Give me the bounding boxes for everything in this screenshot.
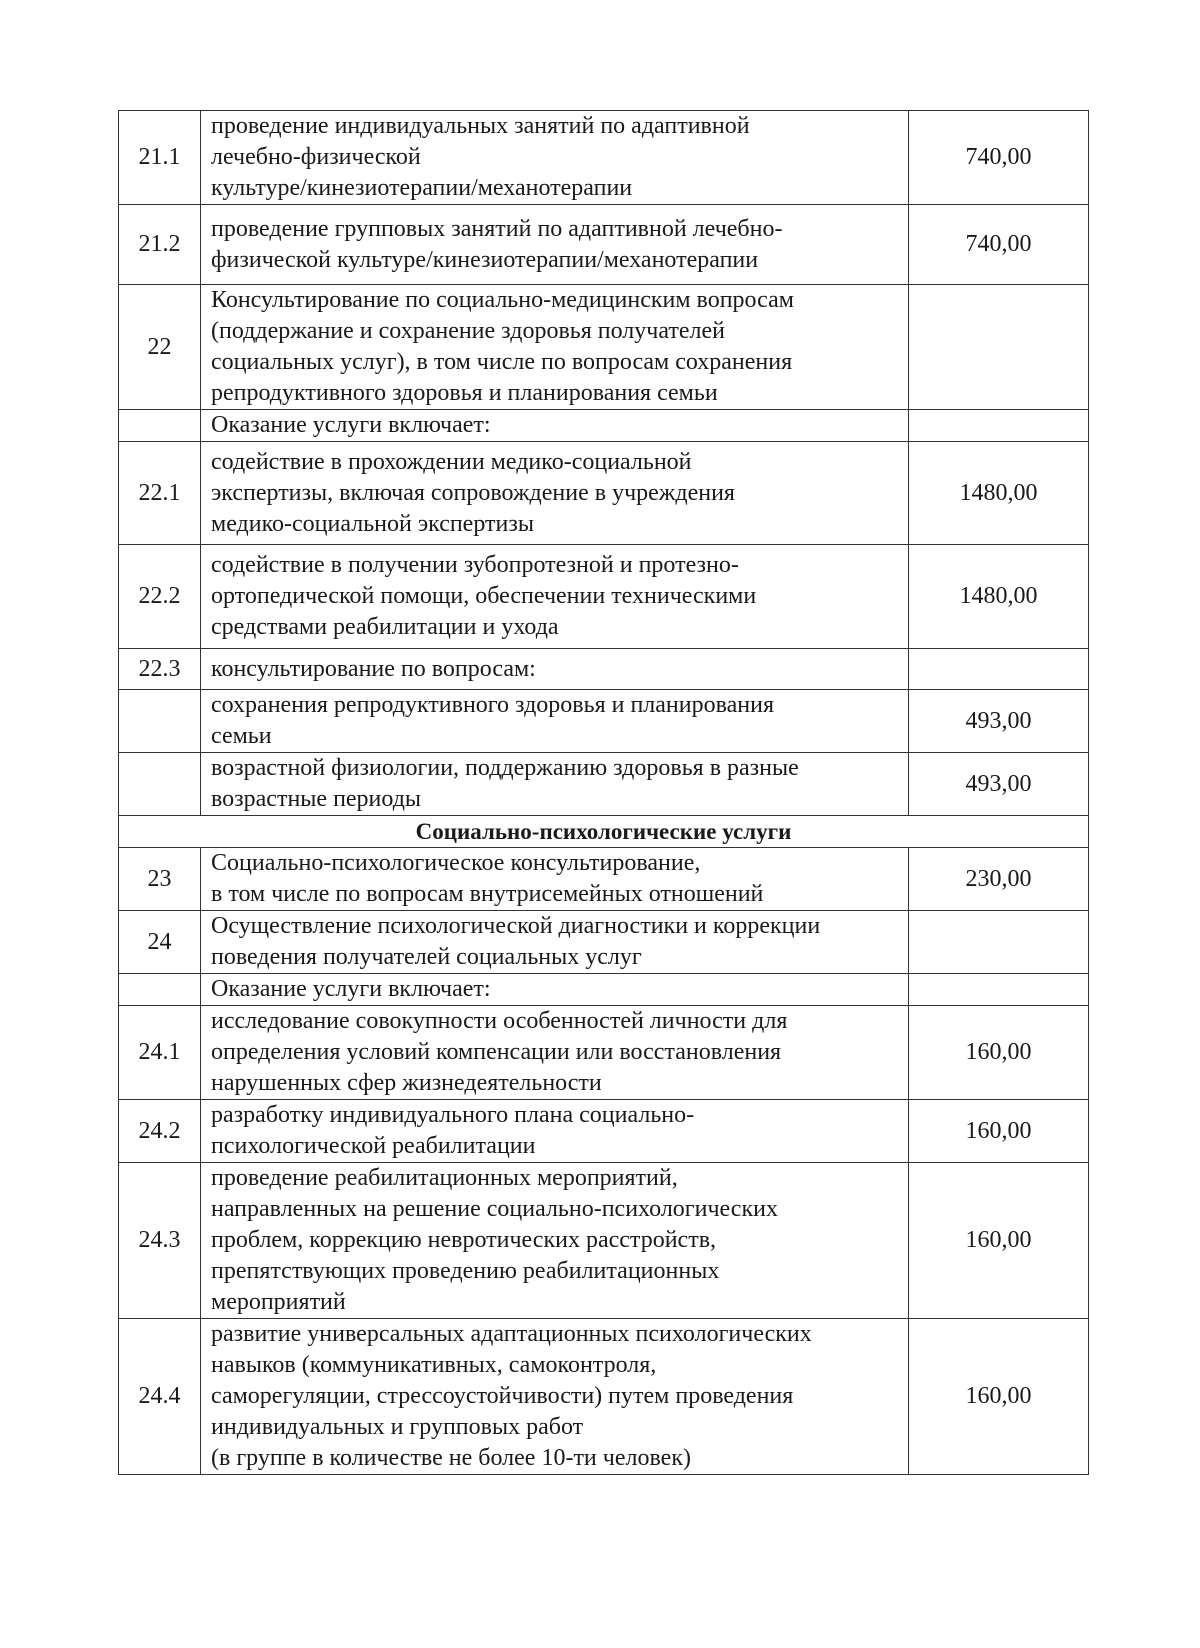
- row-number-text: 22.3: [138, 655, 181, 682]
- service-description-cell: [201, 545, 909, 649]
- service-description-text: Консультирование по социально-медицинским вопросам (поддержание и сохранение здоровья получателей социальных услуг), в том числе по вопросам сохранения репродуктивного здоровья и планирования семьи: [211, 287, 794, 406]
- price-cell: [909, 753, 1089, 816]
- row-number-cell: [119, 545, 201, 649]
- row-number-text: 21.1: [138, 144, 181, 170]
- service-description-text: сохранения репродуктивного здоровья и планирования семьи: [211, 692, 775, 749]
- row-number-cell: [119, 649, 201, 690]
- row-number-cell: [119, 1100, 201, 1163]
- service-description-text: Оказание услуги включает:: [211, 412, 491, 438]
- price-cell: [909, 205, 1089, 285]
- table-row: [119, 442, 1089, 545]
- row-number-text: 21.2: [138, 231, 181, 257]
- service-description-cell: [201, 974, 909, 1006]
- price-cell: [909, 1319, 1089, 1475]
- row-number-cell: [119, 111, 201, 205]
- service-description-cell: [201, 911, 909, 974]
- row-number-text: 24.4: [138, 1383, 181, 1409]
- service-description-cell: [201, 1319, 909, 1475]
- row-number-text: 23: [147, 865, 172, 892]
- row-number-text: 24.1: [138, 1039, 181, 1065]
- price-text: 740,00: [965, 231, 1032, 257]
- table-row: [119, 1006, 1089, 1100]
- service-description-text: консультирование по вопросам:: [211, 655, 536, 682]
- row-number-cell: [119, 690, 201, 753]
- row-number-text: 22.2: [138, 583, 181, 609]
- table-row: [119, 911, 1089, 974]
- service-description-cell: [201, 111, 909, 205]
- row-number-text: 24: [147, 928, 172, 955]
- price-cell: [909, 911, 1089, 974]
- price-cell: [909, 649, 1089, 690]
- service-description-cell: [201, 690, 909, 753]
- price-cell: [909, 1006, 1089, 1100]
- service-description-cell: [201, 1006, 909, 1100]
- row-number-cell: [119, 974, 201, 1006]
- row-number-text: 24.2: [138, 1117, 181, 1144]
- price-text: 160,00: [965, 1383, 1032, 1409]
- service-description-text: содействие в получении зубопротезной и протезно- ортопедической помощи, обеспечении техническими средствами реабилитации и ухода: [211, 552, 757, 640]
- price-cell: [909, 442, 1089, 545]
- section-header-row: [119, 816, 1089, 848]
- services-price-table: [118, 110, 1089, 1475]
- service-description-text: содействие в прохождении медико-социальной экспертизы, включая сопровождение в учреждения медико-социальной экспертизы: [211, 448, 735, 537]
- row-number-cell: [119, 442, 201, 545]
- table-row: [119, 690, 1089, 753]
- price-cell: [909, 848, 1089, 911]
- table-row: [119, 285, 1089, 410]
- service-description-cell: [201, 649, 909, 690]
- price-cell: [909, 1100, 1089, 1163]
- price-cell: [909, 410, 1089, 442]
- table-row: [119, 1163, 1089, 1319]
- service-description-cell: [201, 1163, 909, 1319]
- table-row: [119, 753, 1089, 816]
- price-cell: [909, 1163, 1089, 1319]
- price-text: 160,00: [965, 1227, 1032, 1253]
- service-description-cell: [201, 285, 909, 410]
- row-number-text: 22.1: [138, 479, 181, 506]
- service-description-cell: [201, 848, 909, 911]
- service-description-cell: [201, 205, 909, 285]
- service-description-text: проведение индивидуальных занятий по адаптивной лечебно-физической культуре/кинезиотерапии/механотерапии: [211, 113, 750, 201]
- table-row: [119, 410, 1089, 442]
- section-title: Социально-психологические услуги: [119, 816, 1089, 848]
- service-description-text: проведение реабилитационных мероприятий, направленных на решение социально-психологических проблем, коррекцию невротических расстройств, препятствующих проведению реабилитационных мероприятий: [211, 1165, 778, 1315]
- price-cell: [909, 285, 1089, 410]
- table-body: [119, 111, 1089, 1475]
- service-description-cell: [201, 410, 909, 442]
- table-row: [119, 545, 1089, 649]
- table-row: [119, 848, 1089, 911]
- price-text: 493,00: [965, 770, 1032, 797]
- table-row: [119, 1100, 1089, 1163]
- price-text: 740,00: [965, 144, 1032, 170]
- service-description-text: исследование совокупности особенностей личности для определения условий компенсации или восстановления нарушенных сфер жизнедеятельности: [211, 1008, 788, 1096]
- row-number-cell: [119, 205, 201, 285]
- service-description-text: Оказание услуги включает:: [211, 976, 491, 1002]
- row-number-cell: [119, 753, 201, 816]
- table-row: [119, 974, 1089, 1006]
- service-description-cell: [201, 753, 909, 816]
- row-number-cell: [119, 911, 201, 974]
- table-row: [119, 1319, 1089, 1475]
- price-text: 1480,00: [959, 479, 1038, 506]
- table-row: [119, 649, 1089, 690]
- price-cell: [909, 974, 1089, 1006]
- service-description-text: разработку индивидуального плана социально- психологической реабилитации: [211, 1102, 695, 1159]
- row-number-cell: [119, 1319, 201, 1475]
- service-description-cell: [201, 1100, 909, 1163]
- row-number-text: 22: [147, 333, 172, 360]
- service-description-text: возрастной физиологии, поддержанию здоровья в разные возрастные периоды: [211, 755, 799, 812]
- price-text: 160,00: [965, 1039, 1032, 1065]
- price-text: 493,00: [965, 707, 1032, 734]
- row-number-cell: [119, 285, 201, 410]
- price-text: 1480,00: [959, 583, 1038, 609]
- price-cell: [909, 690, 1089, 753]
- service-description-text: Социально-психологическое консультирование, в том числе по вопросам внутрисемейных отношений: [211, 850, 764, 907]
- row-number-cell: [119, 410, 201, 442]
- service-description-text: проведение групповых занятий по адаптивной лечебно- физической культуре/кинезиотерапии/механотерапии: [211, 215, 783, 273]
- row-number-cell: [119, 848, 201, 911]
- table-row: [119, 205, 1089, 285]
- price-cell: [909, 111, 1089, 205]
- row-number-cell: [119, 1006, 201, 1100]
- row-number-text: 24.3: [138, 1227, 181, 1253]
- row-number-cell: [119, 1163, 201, 1319]
- service-description-text: развитие универсальных адаптационных психологических навыков (коммуникативных, самоконтроля, саморегуляции, стрессоустойчивости) путем проведения индивидуальных и групповых работ (в группе в количестве не более 10-ти человек): [211, 1321, 812, 1471]
- service-description-text: Осуществление психологической диагностики и коррекции поведения получателей социальных услуг: [211, 913, 821, 970]
- table-row: [119, 111, 1089, 205]
- price-cell: [909, 545, 1089, 649]
- price-text: 160,00: [965, 1117, 1032, 1144]
- price-text: 230,00: [965, 865, 1032, 892]
- service-description-cell: [201, 442, 909, 545]
